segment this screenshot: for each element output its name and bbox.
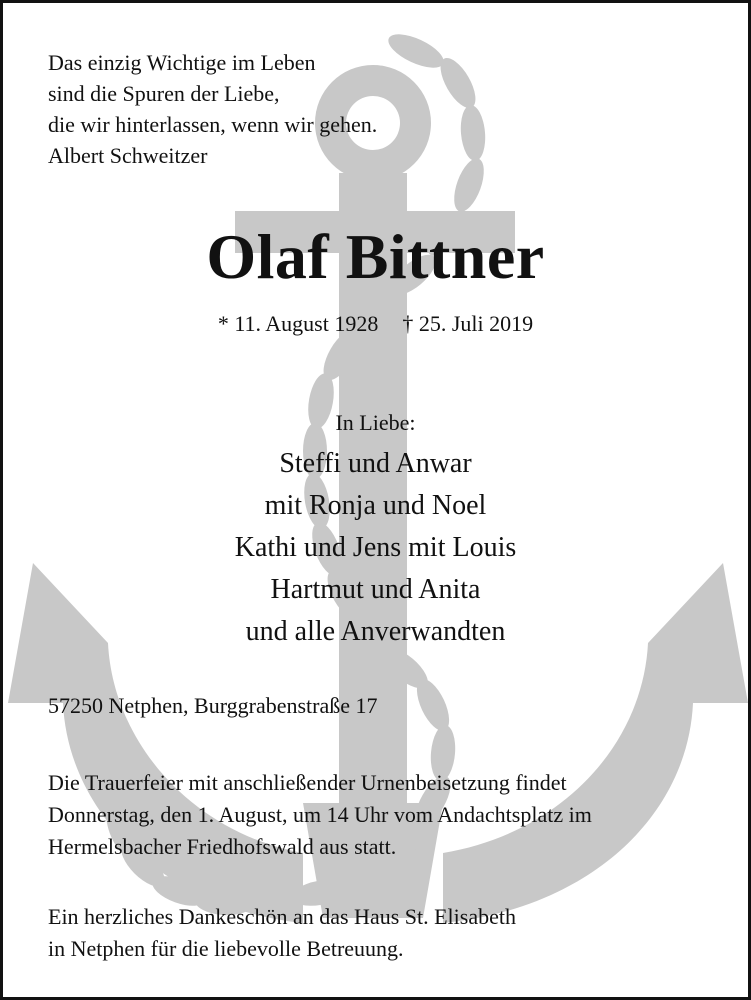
mourner-line: Hartmut und Anita [270, 574, 481, 605]
mourner-line: Steffi und Anwar [279, 448, 472, 479]
mourner-line: Kathi und Jens mit Louis [234, 532, 517, 563]
service-line: Hermelsbacher Friedhofswald aus statt. [48, 834, 397, 859]
service-line: Donnerstag, den 1. August, um 14 Uhr vom Andachtsplatz im [48, 802, 592, 827]
mourners-label: In Liebe: [335, 410, 416, 435]
quote-block [48, 47, 377, 171]
death-date: † 25. Juli 2019 [402, 311, 534, 336]
mourners-list [3, 443, 748, 653]
quote-author: Albert Schweitzer [48, 143, 208, 168]
mourner-line: und alle Anverwandten [245, 616, 506, 647]
life-dates [3, 309, 748, 339]
thanks-note [48, 901, 516, 965]
service-info [48, 767, 592, 863]
mourner-line: mit Ronja und Noel [264, 490, 487, 521]
thanks-line: in Netphen für die liebevolle Betreuung. [48, 936, 404, 961]
quote-line: sind die Spuren der Liebe, [48, 81, 280, 106]
quote-line: die wir hinterlassen, wenn wir gehen. [48, 112, 378, 137]
thanks-line: Ein herzliches Dankeschön an das Haus St. Elisabeth [48, 904, 516, 929]
birth-date: * 11. August 1928 [217, 311, 379, 336]
deceased-name: Olaf Bittner [206, 221, 545, 292]
quote-line: Das einzig Wichtige im Leben [48, 50, 316, 75]
service-line: Die Trauerfeier mit anschließender Urnenbeisetzung findet [48, 770, 567, 795]
address: 57250 Netphen, Burggrabenstraße 17 [48, 693, 378, 718]
